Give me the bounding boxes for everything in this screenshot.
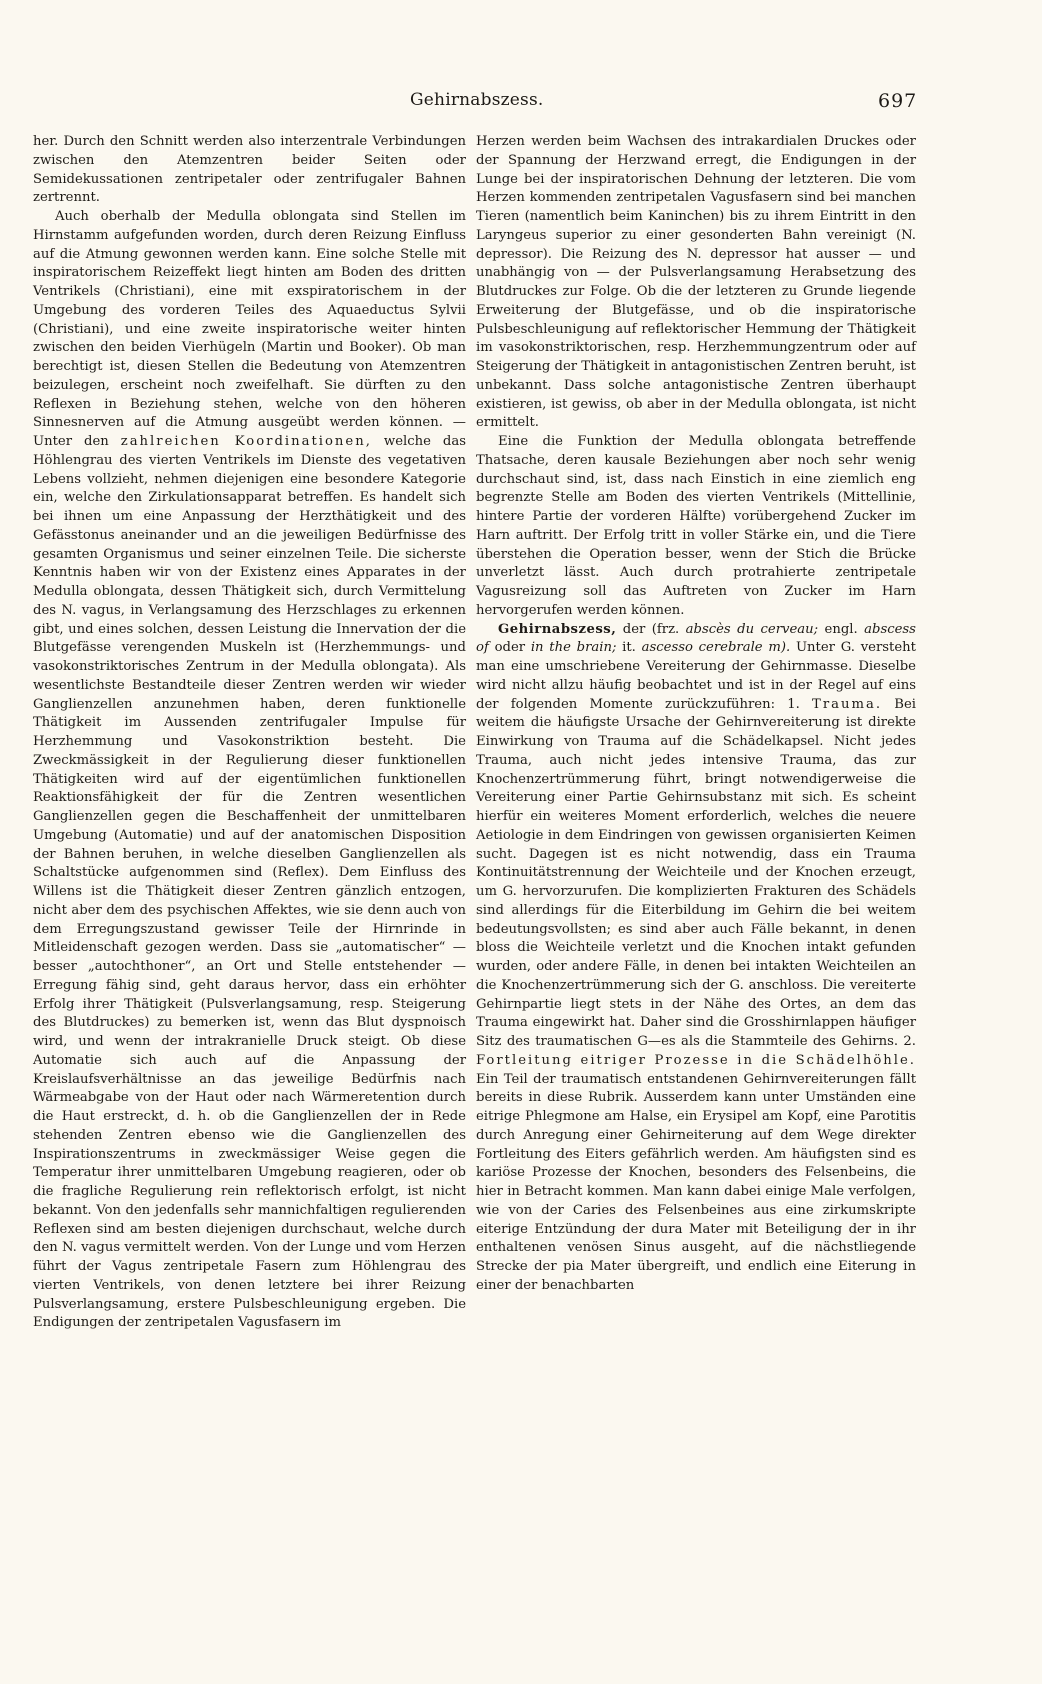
entry-translation-en: abscess of [476, 621, 916, 656]
paragraph-text: welche das Höhlengrau des vierten Ventrikels im Dienste des vegetativen Lebens vollzieht, nehmen diejenigen eine besondere Kategorie ein, welche den Zirkulationsapparat betreffen. Es handelt sich bei ihnen um eine Anpassung der Herzthätigkeit und des Gefässtonus aneinander und an die jeweiligen Bedürfnisse des gesamten Organismus und seiner einzelnen Teile. Die sicherste Kenntnis haben wir von der Existenz eines Apparates in der Medulla oblongata, dessen Thätigkeit sich, durch Vermittelung des N. vagus, in Verlangsamung des Herzschlages zu erkennen gibt, und eines solchen, dessen Leistung die Innervation der die Blutgefässe verengenden Muskeln ist (Herzhemmungs- und vasokonstriktorisches Zentrum in der Medulla oblongata). Als wesentlichste Bestandteile dieser Zentren werden wir wieder Ganglienzellen anzunehmen haben, deren funktionelle Thätigkeit im Aussenden zentrifugaler Impulse für Herzhemmung und Vasokonstriktion besteht. Die Zweckmässigkeit in der Regulierung dieser funktionellen Thätigkeiten wird auf der eigentümlichen funktionellen Reaktionsfähigkeit der für die Zentren wesentlichen Ganglienzellen gegen die Beschaffenheit der unmittelbaren Umgebung (Automatie) und auf der anatomischen Disposition der Bahnen beruhen, in welche dieselben Ganglienzellen als Schaltstücke aufgenommen sind (Reflex). Dem Einfluss des Willens ist die Thätigkeit dieser Zentren gänzlich entzogen, nicht aber dem des psychischen Affektes, wie sie denn auch von dem Erregungszustand gewisser Teile der Hirnrinde in Mitleidenschaft gezogen werden. Dass sie „automatischer“ — besser „autochthoner“, an Ort und Stelle entstehender — Erregung fähig sind, geht daraus hervor, dass ein erhöhter Erfolg ihrer Thätigkeit (Pulsverlangsamung, resp. Steigerung des Blutdruckes) zu bemerken ist, wenn das Blut dyspnoisch wird, und wenn der intrakranielle Druck steigt. Ob diese Automatie sich auch auf die Anpassung der Kreislaufsverhältnisse an das jeweilige Bedürfnis nach Wärmeabgabe von der Haut oder nach Wärmeretention durch die Haut erstreckt, d. h. ob die Ganglienzellen der in Rede stehenden Zentren ebenso wie die Ganglienzellen des Inspirationszentrums in zweckmässiger Weise gegen die Temperatur ihrer unmittelbaren Umgebung reagieren, oder ob die fragliche Regulierung rein reflektorisch erfolgt, ist nicht bekannt. Von den jedenfalls sehr mannichfaltigen regulierenden Reflexen sind am besten diejenigen durchschaut, welche durch den N. vagus vermittelt werden. Von der Lunge und vom Herzen führt der Vagus zentripetale Fasern zum Höhlengrau des vierten Ventrikels, von denen letztere bei ihrer Reizung Pulsverlangsamung, erstere Pulsbeschleunigung ergeben. Die Endigungen der zentripetalen Vagusfasern im [33, 434, 466, 1331]
entry-text: engl. [824, 621, 858, 637]
left-column [33, 133, 466, 1333]
paragraph-text: Auch oberhalb der Medulla oblongata sind Stellen im Hirnstamm aufgefunden worden, durch deren Reizung Einfluss auf die Atmung gewonnen werden kann. Eine solche Stelle mit inspiratorischem Reizeffekt liegt hinten am Boden des dritten Ventrikels (Christiani), eine mit exspiratorischem in der Umgebung des vorderen Teiles des Aquaeductus Sylvii (Christiani), und eine zweite inspiratorische weiter hinten zwischen den beiden Vierhügeln (Martin und Booker). Ob man berechtigt ist, diesen Stellen die Bedeutung von Atemzentren beizulegen, erscheint noch zweifelhaft. Sie dürften zu den Reflexen in Beziehung stehen, welche von den höheren Sinnesnerven auf die Atmung ausgeübt werden können. — Unter den [33, 209, 466, 449]
entry-text: der (frz. [622, 621, 680, 637]
entry-translation-fr: abscès du cerveau; [685, 621, 819, 637]
entry-translation-it: ascesso cerebrale m). [641, 640, 791, 656]
entry-text: Ein Teil der traumatisch entstandenen Gehirnvereiterungen fällt bereits in diese Rubrik. Ausserdem kann unter Umständen eine eitrige Phlegmone am Halse, ein Erysipel am Kopf, eine Parotitis durch Anregung einer Gehirneiterung auf dem Wege direkter Fortleitung des Eiters gefährlich werden. Am häufigsten sind es kariöse Prozesse der Knochen, besonders des Felsenbeins, die hier in Betracht kommen. Man kann dabei einige Male verfolgen, wie von der Caries des Felsenbeines aus eine zirkumskripte eiterige Entzündung der dura Mater mit Beteiligung der in ihr enthaltenen venösen Sinus ausgeht, auf die nächstliegende Strecke der pia Mater übergreift, und endlich eine Eiterung in einer der benachbarten [476, 1071, 916, 1293]
dictionary-entry [476, 621, 916, 1296]
entry-text: Unter G. versteht man eine umschriebene Vereiterung der Gehirnmasse. Dieselbe wird nicht allzu häufig beobachtet und ist in der Regel auf eins der folgenden Momente zurückzuführen: 1. [476, 640, 916, 712]
paragraph: Eine die Funktion der Medulla oblongata betreffende Thatsache, deren kausale Beziehungen aber noch sehr wenig durchschaut sind, ist, dass nach Einstich in eine ziemlich eng begrenzte Stelle am Boden des vierten Ventrikels (Mittellinie, hintere Partie der vorderen Hälfte) vorübergehend Zucker im Harn auftritt. Der Erfolg tritt in voller Stärke ein, und die Tiere überstehen die Operation besser, wenn der Stich die Brücke unverletzt lässt. Auch durch protrahierte zentripetale Vagusreizung soll das Auftreten von Zucker im Harn hervorgerufen werden können. [476, 434, 916, 618]
running-head: Gehirnabszess. [410, 90, 544, 110]
entry-headword: Gehirnabszess, [498, 621, 617, 637]
entry-translation-en: in the brain; [530, 640, 617, 656]
spaced-emphasis: zahlreichen Koordinationen, [120, 434, 372, 449]
page-header [0, 90, 1042, 120]
entry-text: Bei weitem die häufigste Ursache der Gehirnvereiterung ist direkte Einwirkung von Trauma auf die Schädelkapsel. Nicht jedes Trauma, auch nicht jedes intensive Trauma, das zur Knochenzertrümmerung führt, bringt notwendigerweise die Vereiterung einer Partie Gehirnsubstanz mit sich. Es scheint hierfür ein weiteres Moment erforderlich, welches die neuere Aetiologie in dem Eindringen von gewissen organisierten Keimen sucht. Dagegen ist es nicht notwendig, dass ein Trauma Kontinuitätstrennung der Weichteile und der Knochen erzeugt, um G. hervorzurufen. Die komplizierten Frakturen des Schädels sind allerdings für die Eiterbildung im Gehirn die bei weitem bedeutungsvollsten; es sind aber auch Fälle bekannt, in denen bloss die Weichteile verletzt und die Knochen intakt gefunden wurden, oder andere Fälle, in denen bei intakten Weichteilen an die Knochenzertrümmerung sich der G. anschloss. Die vereiterte Gehirnpartie liegt stets in der Nähe des Ortes, an dem das Trauma eingewirkt hat. Daher sind die Grosshirnlappen häufiger Sitz des traumatischen G—es als die Stammteile des Gehirns. 2. [476, 696, 916, 1049]
spaced-emphasis: Fortleitung eitriger Prozesse in die Schädelhöhle. [476, 1052, 916, 1068]
right-column [476, 133, 916, 1296]
entry-text: oder [494, 640, 526, 656]
paragraph: Herzen werden beim Wachsen des intrakardialen Druckes oder der Spannung der Herzwand erregt, die Endigungen in der Lunge bei der inspiratorischen Dehnung der letzteren. Die vom Herzen kommenden zentripetalen Vagusfasern sind bei manchen Tieren (namentlich beim Kaninchen) bis zu ihrem Eintritt in den Laryngeus superior zu einer gesonderten Bahn vereinigt (N. depressor). Die Reizung des N. depressor hat ausser — und unabhängig von — der Pulsverlangsamung Herabsetzung des Blutdruckes zur Folge. Ob die der letzteren zu Grunde liegende Erweiterung der Blutgefässe, und ob die inspiratorische Pulsbeschleunigung auf reflektorischer Hemmung der Thätigkeit im vasokonstriktorischen, resp. Herzhemmungzentrum oder auf Steigerung der Thätigkeit in antagonistischen Zentren beruht, ist unbekannt. Dass solche antagonistische Zentren überhaupt existieren, ist gewiss, ob aber in der Medulla oblongata, ist nicht ermittelt. [476, 134, 916, 431]
spaced-emphasis: Trauma. [812, 696, 883, 712]
paragraph: her. Durch den Schnitt werden also interzentrale Verbindungen zwischen den Atemzentren beider Seiten oder Semidekussationen zentripetaler oder zentrifugaler Bahnen zertrennt. [33, 134, 466, 206]
paragraph [33, 208, 466, 1333]
entry-text: it. [622, 640, 636, 656]
page-number: 697 [878, 90, 918, 112]
